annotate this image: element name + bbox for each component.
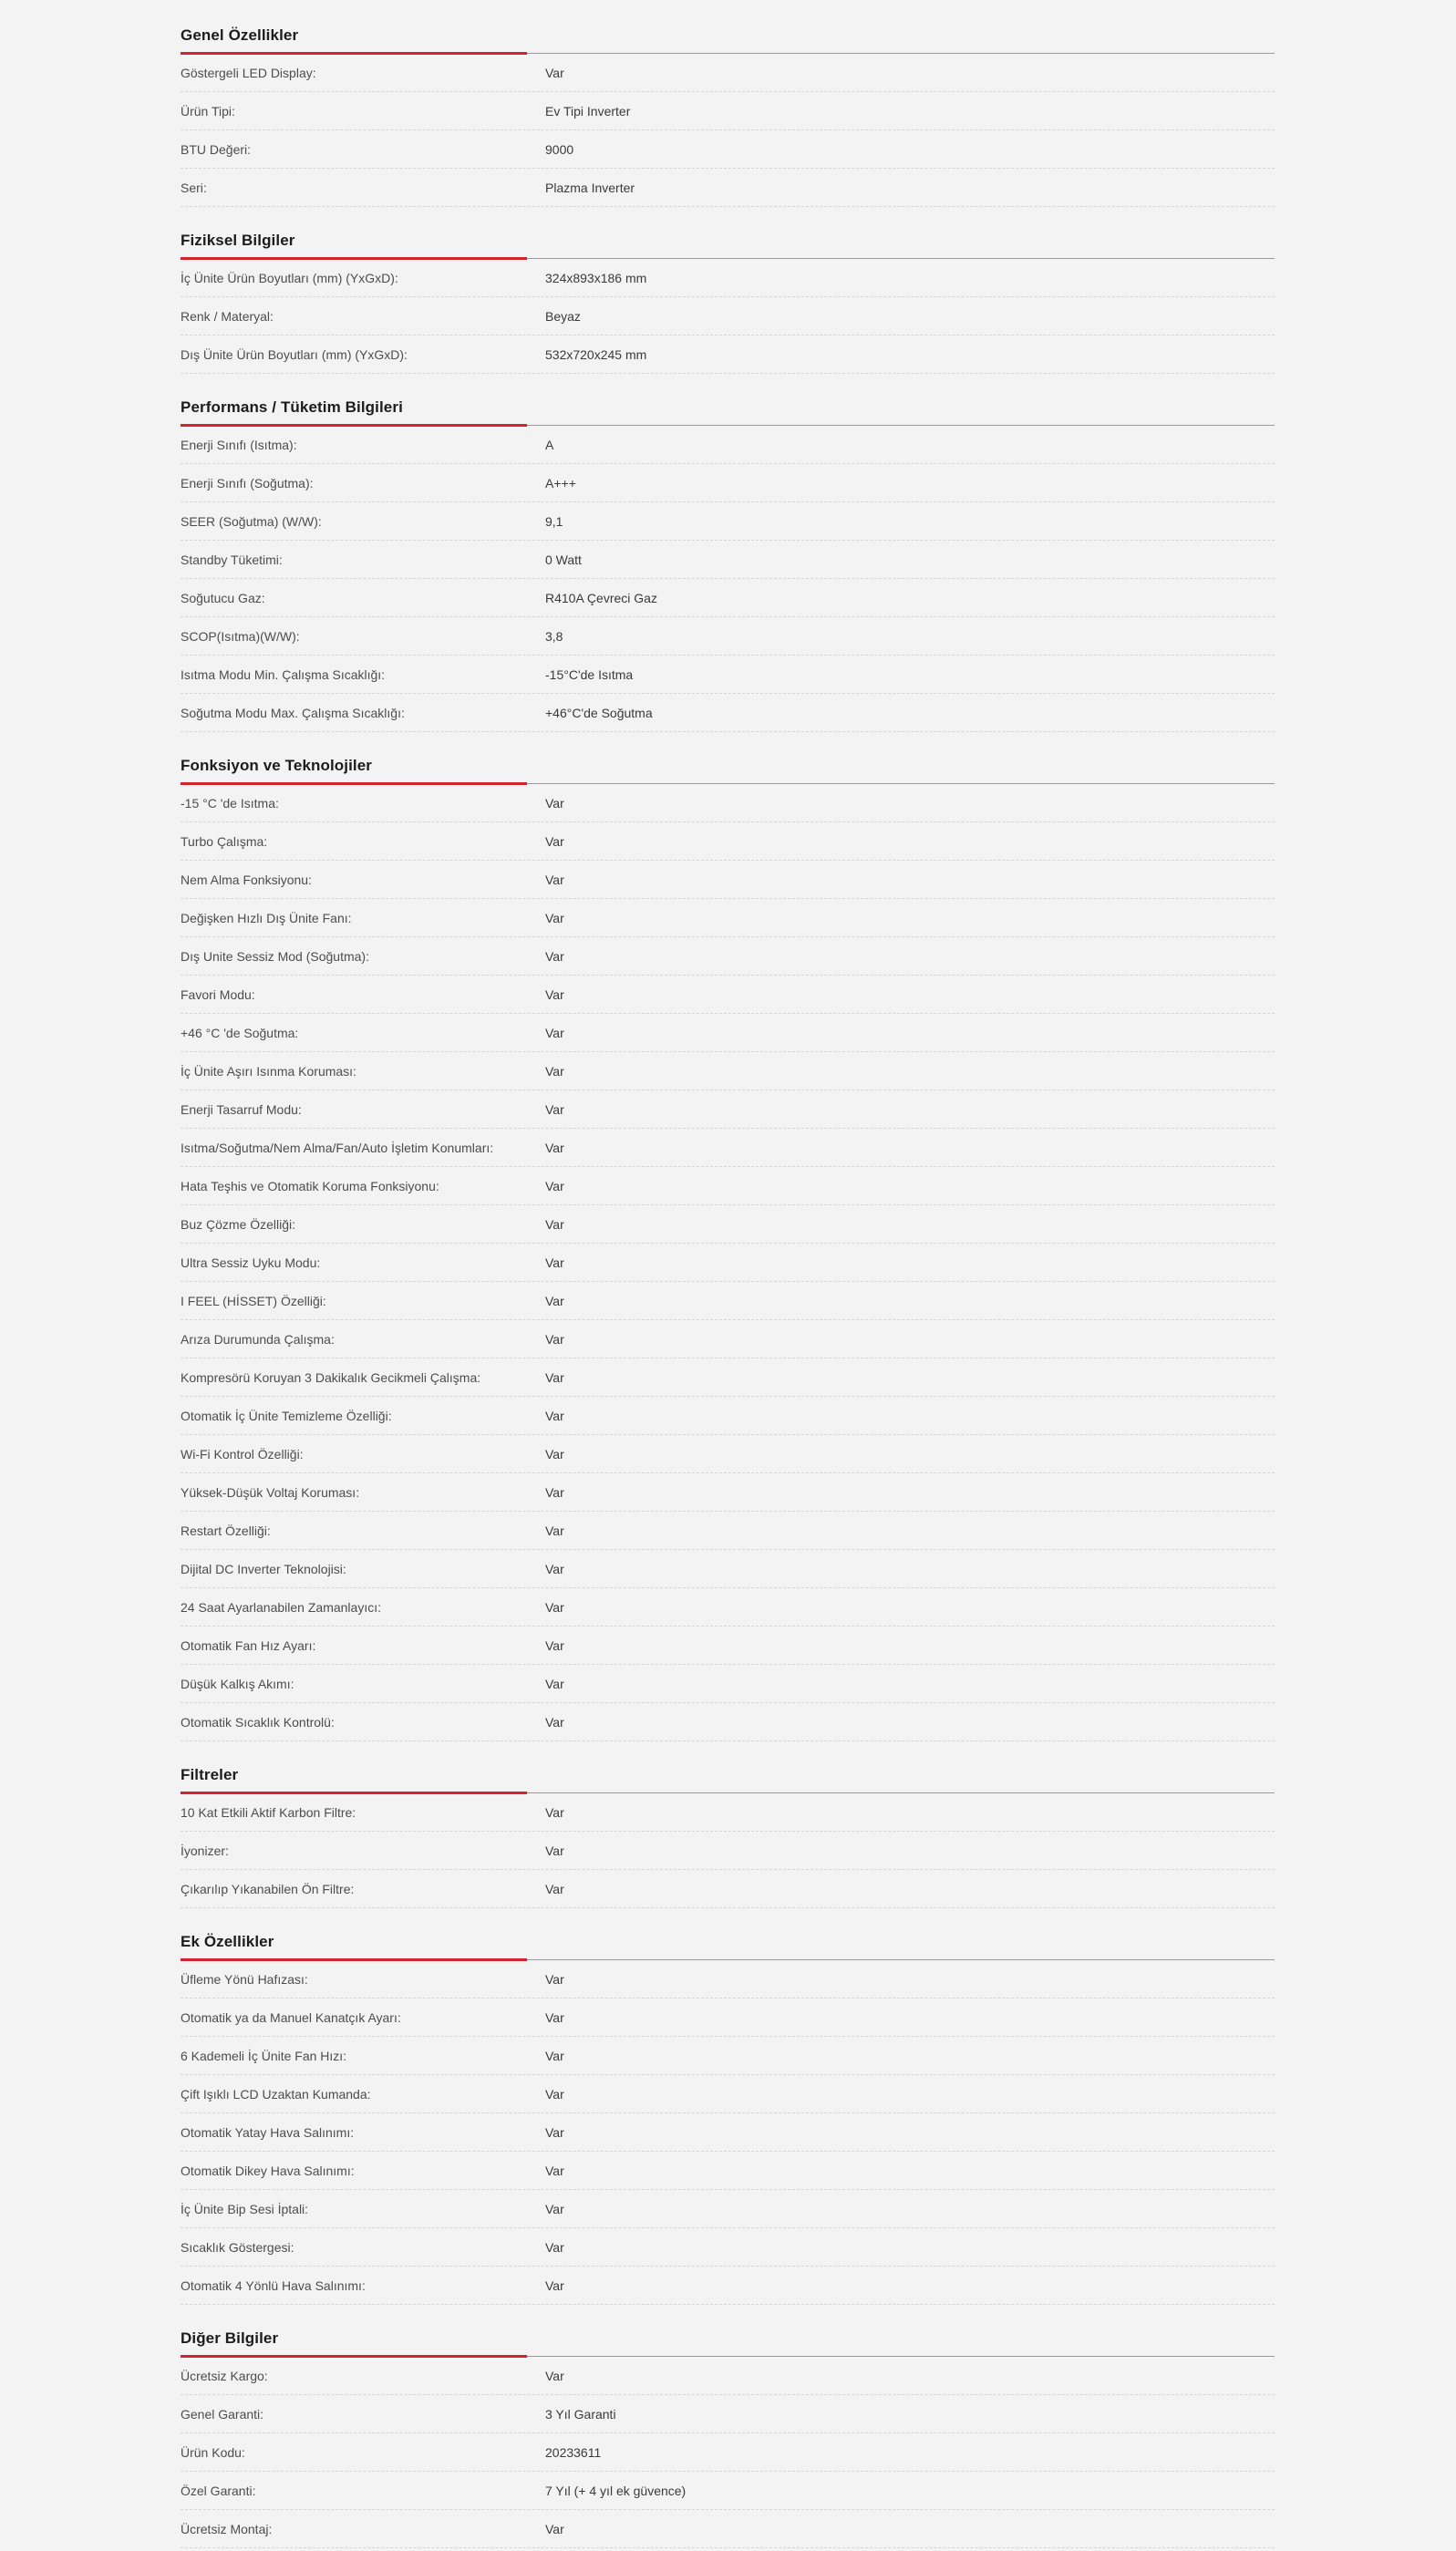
spec-label: Sıcaklık Göstergesi: [181, 2239, 294, 2255]
spec-row [181, 426, 1275, 464]
spec-value: 3,8 [545, 628, 563, 644]
spec-label: İç Ünite Ürün Boyutları (mm) (YxGxD): [181, 270, 398, 285]
spec-value: Var [545, 1714, 564, 1730]
spec-row [181, 297, 1275, 336]
spec-row [181, 1358, 1275, 1397]
spec-value: 9000 [545, 141, 574, 157]
spec-value: Var [545, 1408, 564, 1423]
spec-label: Enerji Tasarruf Modu: [181, 1101, 302, 1117]
spec-label: +46 °C 'de Soğutma: [181, 1025, 299, 1040]
spec-label: Favori Modu: [181, 986, 255, 1002]
spec-row [181, 899, 1275, 937]
section-header [181, 1928, 1275, 1960]
spec-value: Var [545, 1140, 564, 1155]
spec-label: I FEEL (HİSSET) Özelliği: [181, 1293, 326, 1308]
spec-row [181, 822, 1275, 861]
spec-label: Yüksek-Düşük Voltaj Koruması: [181, 1484, 360, 1500]
section-title: Fonksiyon ve Teknolojiler [181, 757, 373, 774]
spec-value: Var [545, 1101, 564, 1117]
spec-value: Var [545, 1971, 564, 1987]
spec-label: Otomatik Sıcaklık Kontrolü: [181, 1714, 335, 1730]
spec-label: Seri: [181, 180, 207, 195]
spec-label: BTU Değeri: [181, 141, 252, 157]
spec-label: Değişken Hızlı Dış Ünite Fanı: [181, 910, 352, 925]
spec-value: A+++ [545, 475, 576, 491]
spec-row [181, 2075, 1275, 2113]
spec-value: Var [545, 1523, 564, 1538]
spec-label: 24 Saat Ayarlanabilen Zamanlayıcı: [181, 1599, 381, 1615]
section-header [181, 22, 1275, 54]
spec-value: Var [545, 1331, 564, 1347]
spec-value: Var [545, 2048, 564, 2063]
spec-row [181, 130, 1275, 169]
spec-row [181, 694, 1275, 732]
spec-row [181, 1167, 1275, 1205]
section-accent-underline [181, 52, 527, 55]
spec-value: +46°C'de Soğutma [545, 705, 653, 720]
spec-label: Ürün Tipi: [181, 103, 235, 119]
spec-row [181, 464, 1275, 502]
spec-row [181, 1435, 1275, 1473]
spec-row [181, 1588, 1275, 1627]
spec-row [181, 2267, 1275, 2305]
section-accent-underline [181, 1792, 527, 1794]
section-accent-underline [181, 2355, 527, 2358]
spec-row [181, 1793, 1275, 1832]
spec-row [181, 1870, 1275, 1908]
spec-value: Var [545, 1599, 564, 1615]
section-accent-underline [181, 257, 527, 260]
spec-value: -15°C'de Isıtma [545, 666, 634, 682]
spec-value: A [545, 437, 554, 452]
spec-row [181, 2228, 1275, 2267]
spec-value: 9,1 [545, 513, 563, 529]
spec-row [181, 2357, 1275, 2395]
spec-label: Restart Özelliği: [181, 1523, 271, 1538]
spec-value: Plazma Inverter [545, 180, 635, 195]
spec-value: Ev Tipi Inverter [545, 103, 631, 119]
spec-label: Standby Tüketimi: [181, 552, 283, 567]
spec-label: Renk / Materyal: [181, 308, 274, 324]
section-title: Genel Özellikler [181, 26, 299, 44]
spec-value: Var [545, 1804, 564, 1820]
spec-value: Var [545, 1561, 564, 1576]
spec-label: Wi-Fi Kontrol Özelliği: [181, 1446, 304, 1461]
spec-section [181, 227, 1275, 374]
spec-label: Turbo Çalışma: [181, 833, 268, 849]
section-accent-underline [181, 782, 527, 785]
spec-label: Isıtma Modu Min. Çalışma Sıcaklığı: [181, 666, 386, 682]
spec-label: SCOP(Isıtma)(W/W): [181, 628, 300, 644]
spec-value: Var [545, 2277, 564, 2293]
spec-label: Otomatik Fan Hız Ayarı: [181, 1637, 316, 1653]
spec-row [181, 1550, 1275, 1588]
spec-value: Var [545, 1676, 564, 1691]
spec-label: İç Ünite Aşırı Isınma Koruması: [181, 1063, 356, 1079]
spec-value: Var [545, 1446, 564, 1461]
spec-row [181, 169, 1275, 207]
spec-label: Enerji Sınıfı (Isıtma): [181, 437, 297, 452]
spec-label: Ücretsiz Montaj: [181, 2521, 273, 2536]
spec-row [181, 1205, 1275, 1244]
spec-label: Soğutma Modu Max. Çalışma Sıcaklığı: [181, 705, 405, 720]
spec-value: Var [545, 2163, 564, 2178]
spec-row [181, 784, 1275, 822]
spec-row [181, 54, 1275, 92]
spec-value: Var [545, 948, 564, 964]
spec-label: SEER (Soğutma) (W/W): [181, 513, 322, 529]
spec-value: Var [545, 1637, 564, 1653]
spec-label: İç Ünite Bip Sesi İptali: [181, 2201, 309, 2216]
spec-label: Otomatik Dikey Hava Salınımı: [181, 2163, 355, 2178]
spec-value: Var [545, 2521, 564, 2536]
spec-row [181, 2037, 1275, 2075]
spec-value: 20233611 [545, 2444, 602, 2460]
spec-label: Otomatik 4 Yönlü Hava Salınımı: [181, 2277, 366, 2293]
spec-section [181, 1928, 1275, 2305]
spec-row [181, 1703, 1275, 1741]
spec-row [181, 1397, 1275, 1435]
spec-label: Buz Çözme Özelliği: [181, 1216, 296, 1232]
spec-row [181, 2395, 1275, 2433]
spec-value: Var [545, 1484, 564, 1500]
section-title: Filtreler [181, 1766, 239, 1783]
spec-value: 0 Watt [545, 552, 582, 567]
spec-label: 6 Kademeli İç Ünite Fan Hızı: [181, 2048, 347, 2063]
spec-row [181, 579, 1275, 617]
spec-row [181, 2433, 1275, 2472]
spec-value: Var [545, 1843, 564, 1858]
spec-row [181, 1282, 1275, 1320]
spec-label: Ürün Kodu: [181, 2444, 245, 2460]
spec-label: Enerji Sınıfı (Soğutma): [181, 475, 314, 491]
section-accent-underline [181, 424, 527, 427]
spec-row [181, 861, 1275, 899]
spec-row [181, 656, 1275, 694]
spec-value: Var [545, 2239, 564, 2255]
spec-row [181, 2510, 1275, 2548]
section-accent-underline [181, 1958, 527, 1961]
spec-row [181, 1960, 1275, 1998]
spec-row [181, 336, 1275, 374]
spec-value: Var [545, 872, 564, 887]
section-header [181, 394, 1275, 426]
section-title: Ek Özellikler [181, 1933, 274, 1950]
spec-value: Var [545, 2086, 564, 2102]
spec-label: Dış Ünite Ürün Boyutları (mm) (YxGxD): [181, 346, 408, 362]
spec-row [181, 937, 1275, 976]
spec-section [181, 22, 1275, 207]
spec-label: Özel Garanti: [181, 2483, 256, 2498]
spec-row [181, 2472, 1275, 2510]
spec-label: -15 °C 'de Isıtma: [181, 795, 279, 811]
spec-row [181, 502, 1275, 541]
section-header [181, 227, 1275, 259]
spec-value: Var [545, 795, 564, 811]
spec-row [181, 1473, 1275, 1512]
spec-label: İyonizer: [181, 1843, 229, 1858]
spec-row [181, 1512, 1275, 1550]
spec-label: Soğutucu Gaz: [181, 590, 265, 605]
spec-label: Genel Garanti: [181, 2406, 264, 2422]
spec-label: Çıkarılıp Yıkanabilen Ön Filtre: [181, 1881, 355, 1896]
spec-row [181, 92, 1275, 130]
section-title: Diğer Bilgiler [181, 2329, 279, 2347]
product-specifications [181, 0, 1275, 2548]
spec-section [181, 2325, 1275, 2548]
spec-row [181, 1244, 1275, 1282]
spec-label: Ücretsiz Kargo: [181, 2368, 268, 2383]
spec-value: 324x893x186 mm [545, 270, 647, 285]
spec-value: Var [545, 2009, 564, 2025]
spec-label: Ultra Sessiz Uyku Modu: [181, 1255, 321, 1270]
spec-row [181, 1665, 1275, 1703]
spec-label: Otomatik İç Ünite Temizleme Özelliği: [181, 1408, 392, 1423]
spec-value: Var [545, 2368, 564, 2383]
spec-label: Çift Işıklı LCD Uzaktan Kumanda: [181, 2086, 371, 2102]
spec-row [181, 1320, 1275, 1358]
spec-label: Otomatik ya da Manuel Kanatçık Ayarı: [181, 2009, 401, 2025]
spec-section [181, 752, 1275, 1741]
spec-value: Var [545, 1178, 564, 1193]
spec-section [181, 394, 1275, 732]
spec-label: Arıza Durumunda Çalışma: [181, 1331, 335, 1347]
section-header [181, 1761, 1275, 1793]
section-header [181, 2325, 1275, 2357]
spec-row [181, 1832, 1275, 1870]
spec-row [181, 1090, 1275, 1129]
spec-value: Var [545, 986, 564, 1002]
spec-label: Kompresörü Koruyan 3 Dakikalık Gecikmeli Çalışma: [181, 1369, 481, 1385]
spec-label: Göstergeli LED Display: [181, 65, 316, 80]
spec-label: Üfleme Yönü Hafızası: [181, 1971, 308, 1987]
spec-value: R410A Çevreci Gaz [545, 590, 657, 605]
spec-value: Var [545, 65, 564, 80]
spec-value: Var [545, 1369, 564, 1385]
spec-value: Var [545, 1293, 564, 1308]
spec-value: Var [545, 910, 564, 925]
spec-label: Otomatik Yatay Hava Salınımı: [181, 2124, 355, 2140]
spec-row [181, 617, 1275, 656]
spec-value: Var [545, 1255, 564, 1270]
spec-value: Var [545, 1881, 564, 1896]
spec-label: Dış Unite Sessiz Mod (Soğutma): [181, 948, 369, 964]
spec-label: Isıtma/Soğutma/Nem Alma/Fan/Auto İşletim Konumları: [181, 1140, 494, 1155]
spec-value: Var [545, 1063, 564, 1079]
spec-value: Var [545, 2124, 564, 2140]
spec-label: Hata Teşhis ve Otomatik Koruma Fonksiyonu: [181, 1178, 439, 1193]
spec-row [181, 1052, 1275, 1090]
spec-row [181, 976, 1275, 1014]
spec-row [181, 1129, 1275, 1167]
spec-row [181, 1998, 1275, 2037]
section-title: Fiziksel Bilgiler [181, 232, 295, 249]
spec-row [181, 541, 1275, 579]
spec-label: 10 Kat Etkili Aktif Karbon Filtre: [181, 1804, 356, 1820]
spec-row [181, 2152, 1275, 2190]
section-header [181, 752, 1275, 784]
spec-value: Var [545, 833, 564, 849]
spec-value: 7 Yıl (+ 4 yıl ek güvence) [545, 2483, 687, 2498]
spec-row [181, 1627, 1275, 1665]
spec-value: Var [545, 1025, 564, 1040]
spec-value: Var [545, 1216, 564, 1232]
spec-row [181, 2113, 1275, 2152]
spec-value: Beyaz [545, 308, 581, 324]
spec-label: Nem Alma Fonksiyonu: [181, 872, 312, 887]
spec-value: 532x720x245 mm [545, 346, 647, 362]
section-title: Performans / Tüketim Bilgileri [181, 398, 403, 416]
spec-label: Dijital DC Inverter Teknolojisi: [181, 1561, 346, 1576]
spec-row [181, 2190, 1275, 2228]
spec-section [181, 1761, 1275, 1908]
spec-value: 3 Yıl Garanti [545, 2406, 616, 2422]
spec-row [181, 1014, 1275, 1052]
spec-row [181, 259, 1275, 297]
spec-value: Var [545, 2201, 564, 2216]
spec-label: Düşük Kalkış Akımı: [181, 1676, 294, 1691]
